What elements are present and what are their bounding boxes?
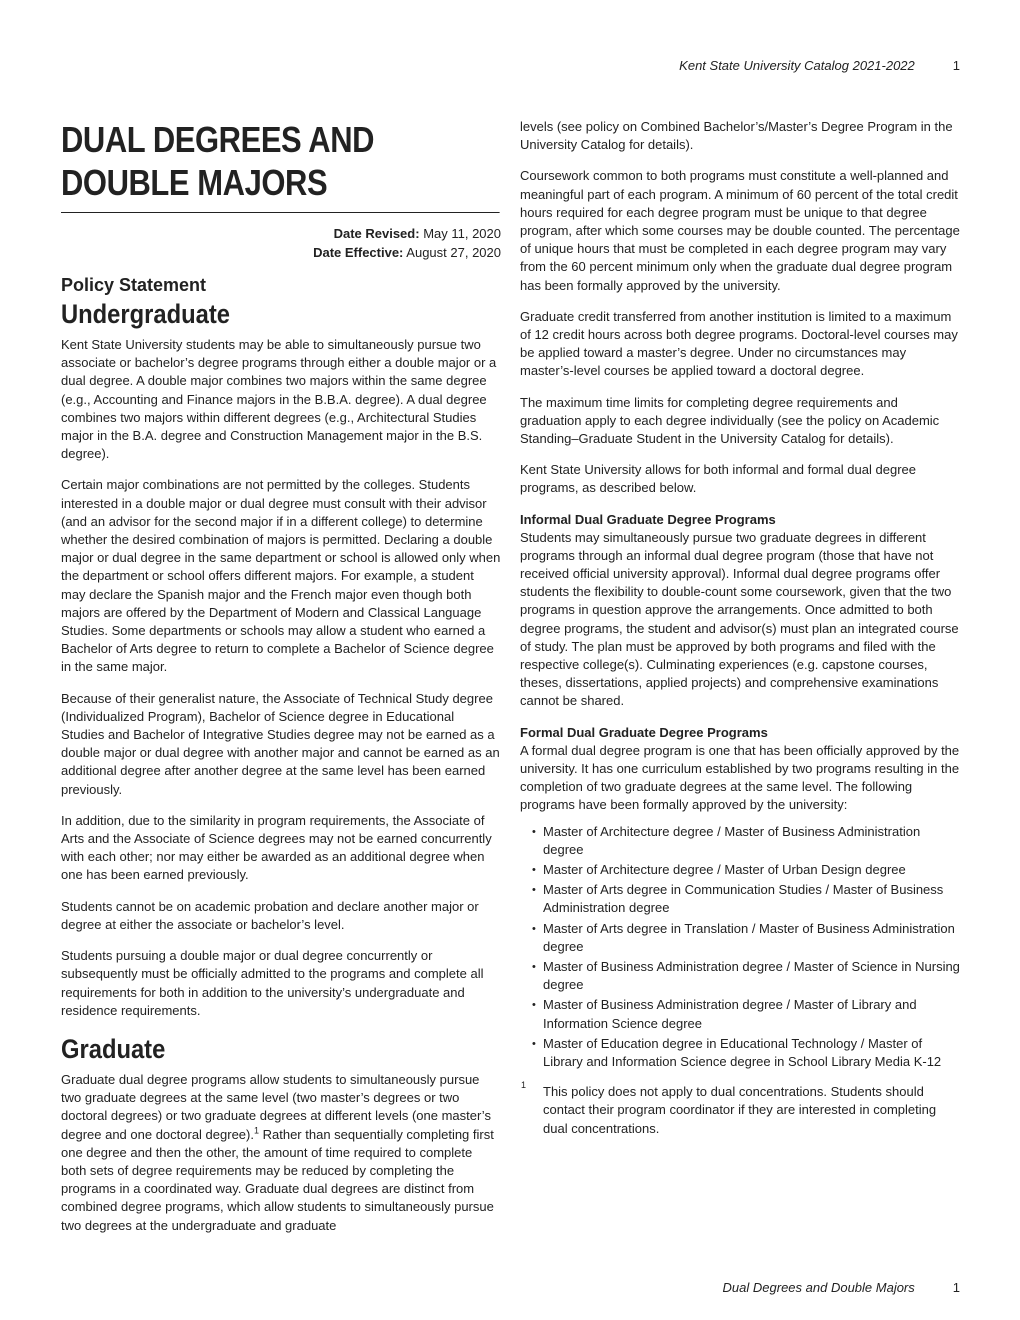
page-title: DUAL DEGREES AND DOUBLE MAJORS — [61, 118, 500, 213]
list-item: • Master of Architecture degree / Master of Urban Design degree — [520, 861, 960, 879]
undergraduate-paragraph: Kent State University students may be able to simultaneously pursue two associate or bachelor’s degree programs through either a double major or a dual degree. A double major combines two majors within the same degree (e.g., Accounting and Finance majors in the B.B.A. degree). A dual degree combines two majors within different degrees (e.g., Architectural Studies major in the B.A. degree and Construction Management major in the B.S. degree). — [61, 337, 497, 462]
list-item: • Master of Business Administration degree / Master of Science in Nursing degree — [520, 958, 960, 994]
date-effective-label: Date Effective: — [313, 244, 404, 260]
footer-page-number: 1 — [952, 1280, 960, 1295]
header-page-number: 1 — [952, 58, 960, 73]
list-item: • Master of Education degree in Educational Technology / Master of Library and Information Science degree in School Library Media K-12 — [520, 1035, 960, 1071]
footer-title: Dual Degrees and Double Majors — [722, 1280, 915, 1295]
list-item: • Master of Architecture degree / Master of Business Administration degree — [520, 823, 960, 859]
running-header — [679, 58, 960, 73]
list-item: • Master of Arts degree in Translation / Master of Business Administration degree — [520, 920, 960, 956]
footnote-text: This policy does not apply to dual concentrations. Students should contact their program coordinator if they are interested in completing dual concentrations. — [543, 1084, 937, 1136]
graduate-intro-continuation: levels (see policy on Combined Bachelor’s/Master’s Degree Program in the University Catalog for details). — [520, 119, 953, 153]
formal-programs-text: A formal dual degree program is one that has been officially approved by the university. It has one curriculum established by two programs resulting in the completion of two graduate degrees at the same level. The following programs have been formally approved by the university: — [520, 742, 960, 813]
formal-programs-list — [520, 823, 960, 1072]
graduate-intro-paragraph — [61, 1071, 501, 1235]
footnote-reference: 1 — [253, 1125, 259, 1136]
policy-statement-heading: Policy Statement — [61, 275, 207, 295]
graduate-intro-text: Graduate dual degree programs allow students to simultaneously pursue two graduate degrees at the same level (two master’s degrees or two doctoral degrees) or two graduate degrees at different levels (one master’s degree and one doctoral degree). — [61, 1071, 491, 1142]
policy-dates — [61, 225, 501, 262]
undergraduate-heading: Undergraduate — [61, 299, 231, 329]
footnote-mark: 1 — [521, 1080, 527, 1091]
running-footer — [723, 1280, 960, 1295]
date-effective-value: August 27, 2020 — [406, 244, 501, 260]
graduate-intro-continued: Rather than sequentially completing first one degree and then the other, the amount of time required to complete both sets of degree requirements may be reduced by completing the programs in a coordinated way. Graduate dual degrees are distinct from combined degree programs, which allow students to simultaneously pursue two degrees at the undergraduate and graduate — [61, 1126, 494, 1233]
informal-programs-text: Students may simultaneously pursue two graduate degrees in different programs through an informal dual degree program (those that have not received official university approval). Informal dual degree programs offer students the flexibility to double-count some coursework, given that the two programs in question approve the arrangements. Once admitted to both degree programs, the student and advisor(s) must plan an integrated course of study. The plan must be approved by both programs and filed with the respective college(s). Culminating experiences (e.g. capstone courses, theses, dissertations, applied projects) and comprehensive examinations cannot be shared. — [520, 529, 959, 709]
right-column — [520, 118, 960, 1138]
graduate-paragraph: Graduate credit transferred from another institution is limited to a maximum of 12 credit hours across both degree programs. Doctoral-level courses may be applied toward a master’s degree. Under no circumstances may master’s-level courses be applied toward a doctoral degree. — [520, 308, 958, 379]
date-revised-label: Date Revised: — [333, 226, 420, 241]
graduate-paragraph: Coursework common to both programs must constitute a well-planned and meaningful part of each program. A minimum of 60 percent of the total credit hours required for each degree program must be unique to that degree program, after which some courses may be double counted. The percentage of unique hours that must be completed in each degree program may vary from the 60 percent minimum only when the graduate dual degree program has been formally approved by the university. — [520, 168, 960, 293]
formal-programs-heading: Formal Dual Graduate Degree Programs — [520, 724, 768, 740]
undergraduate-paragraph: Students pursuing a double major or dual degree concurrently or subsequently must be officially admitted to the programs and complete all requirements for both in addition to the university’s undergraduate and residence requirements. — [61, 948, 484, 1018]
left-column — [61, 118, 501, 1248]
graduate-heading: Graduate — [61, 1033, 166, 1064]
graduate-paragraph: The maximum time limits for completing degree requirements and graduation apply to each degree individually (see the policy on Academic Standing–Graduate Student in the University Catalog for details). — [520, 394, 940, 447]
list-item: • Master of Business Administration degree / Master of Library and Information Science degree — [520, 996, 960, 1032]
footnote — [520, 1080, 960, 1138]
undergraduate-paragraph: In addition, due to the similarity in program requirements, the Associate of Arts and the Associate of Science degrees may not be earned concurrently with each other; nor may either be awarded as an additional degree when one has been earned previously. — [61, 812, 492, 883]
undergraduate-paragraph: Because of their generalist nature, the Associate of Technical Study degree (Individualized Program), Bachelor of Science degree in Educational Studies and Bachelor of Integrative Studies degree may not be earned as a double major or dual degree with another major and cannot be earned as an additional degree after another degree at the same level has been earned previously. — [61, 690, 500, 797]
undergraduate-paragraph: Students cannot be on academic probation and declare another major or degree at either the associate or bachelor’s level. — [61, 898, 479, 932]
graduate-paragraph: Kent State University allows for both informal and formal dual degree programs, as described below. — [520, 462, 916, 496]
undergraduate-paragraph: Certain major combinations are not permitted by the colleges. Students interested in a double major or dual degree must consult with their advisor (and an advisor for the second major if in a different college) to determine whether the desired combination of majors is permitted. Declaring a double major or dual degree in the same department or school is allowed only when the department or school offers different majors. For example, a student may declare the Spanish major and the French major even though both majors are offered by the Department of Modern and Classical Language Studies. Some departments or schools may allow a student who earned a Bachelor of Arts degree to return to complete a Bachelor of Science degree in the same major. — [61, 477, 501, 675]
date-revised-value: May 11, 2020 — [423, 226, 501, 241]
list-item: • Master of Arts degree in Communication Studies / Master of Business Administration degree — [520, 881, 960, 917]
catalog-title: Kent State University Catalog 2021-2022 — [679, 58, 915, 73]
informal-programs-heading: Informal Dual Graduate Degree Programs — [520, 511, 776, 527]
